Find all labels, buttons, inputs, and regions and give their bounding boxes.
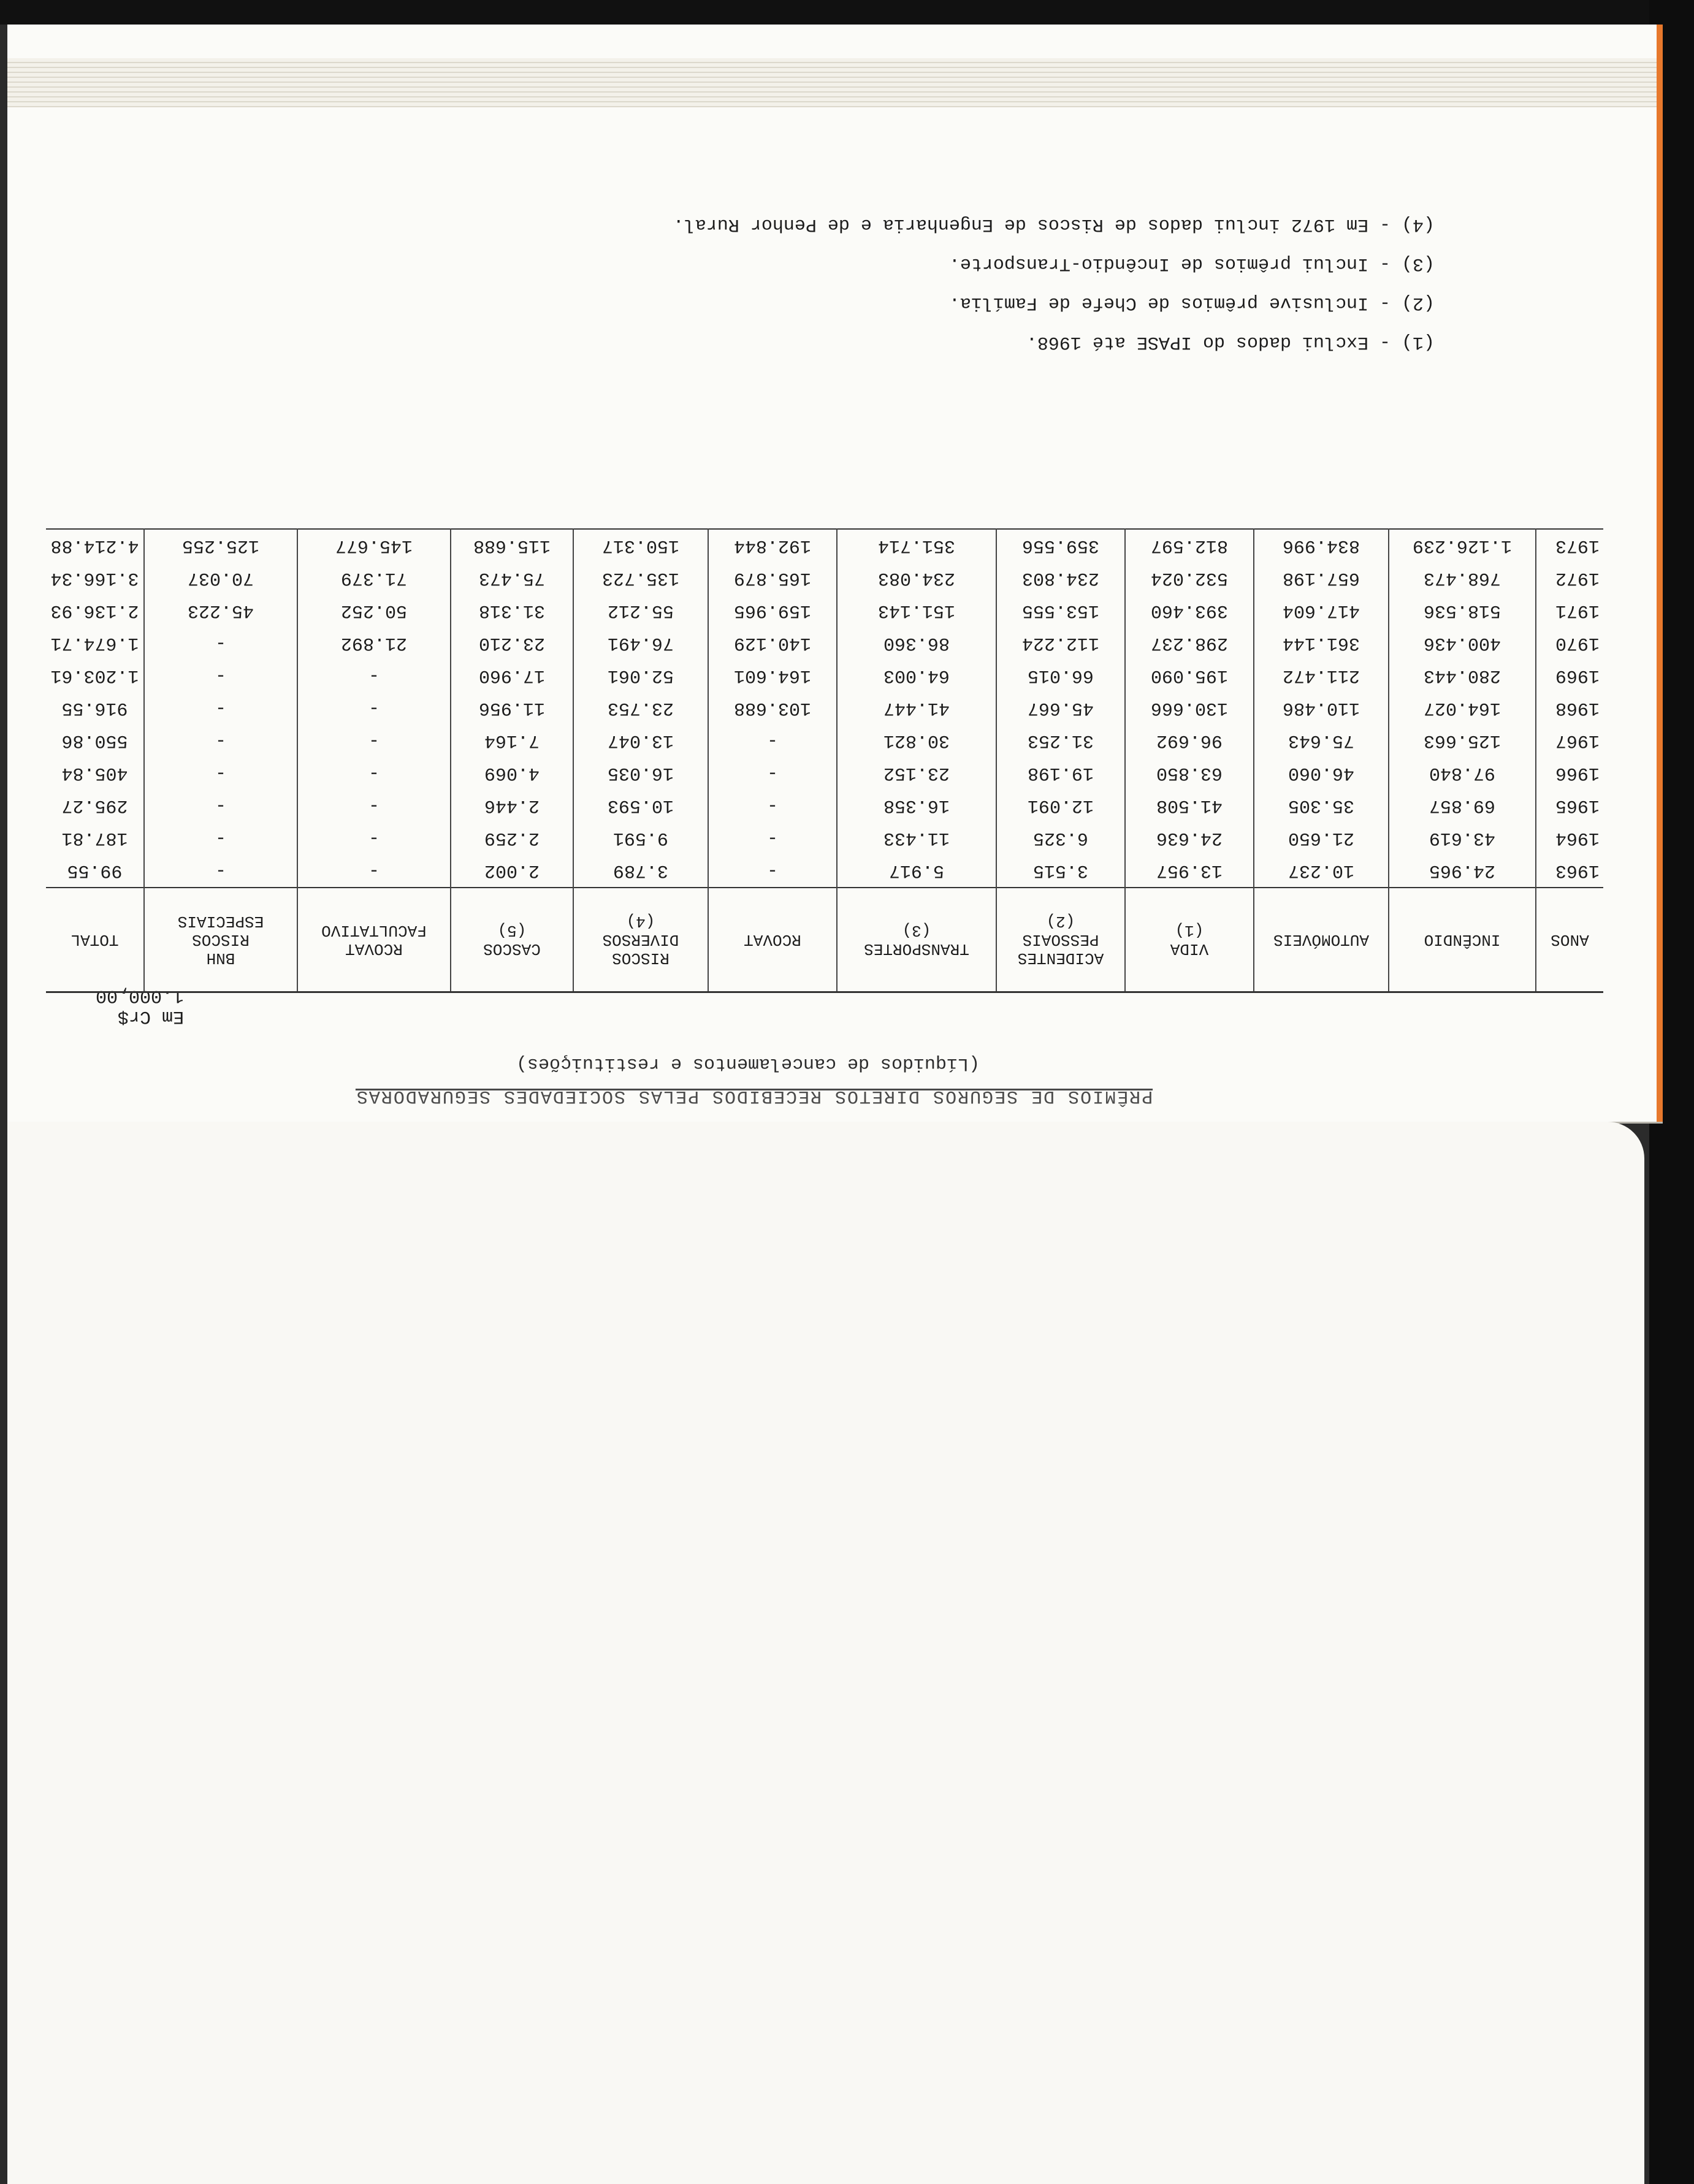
year-cell: 1973	[1555, 535, 1600, 557]
value-cell: 86.360	[837, 627, 996, 660]
value-cell: 19.198	[996, 757, 1125, 790]
value-cell: 75.473	[451, 562, 573, 595]
value-cell: 150.317	[573, 529, 708, 562]
value-cell: 550.86	[46, 725, 144, 757]
value-cell: 66.015	[996, 660, 1125, 692]
value-cell: 70.037	[144, 562, 297, 595]
value-cell: 17.960	[451, 660, 573, 692]
value-cell: 11.433	[837, 822, 996, 854]
footnote: (2) - Inclusive prêmios de Chefe de Família.	[948, 292, 1435, 313]
table-row	[46, 595, 1603, 627]
value-cell: 400.436	[1389, 627, 1536, 660]
value-cell: 64.003	[837, 660, 996, 692]
value-cell: 130.666	[1125, 692, 1254, 725]
value-cell: 125.255	[144, 529, 297, 562]
value-cell: 13.957	[1125, 854, 1254, 888]
year-cell: 1963	[1555, 860, 1600, 881]
value-cell: -	[144, 790, 297, 822]
value-cell: 50.252	[297, 595, 451, 627]
value-cell: -	[144, 757, 297, 790]
value-cell: 211.472	[1254, 660, 1389, 692]
column-header: ACIDENTES PESSOAIS (2)	[996, 888, 1125, 992]
value-cell: 393.460	[1125, 595, 1254, 627]
column-header: BNH RISCOS ESPECIAIS	[144, 888, 297, 992]
value-cell: 99.55	[46, 854, 144, 888]
value-cell: 21.650	[1254, 822, 1389, 854]
currency-unit: Em Cr$ 1.000,00	[95, 985, 184, 1027]
value-cell: 97.840	[1389, 757, 1536, 790]
rotated-document	[25, 184, 1606, 1106]
value-cell: 234.803	[996, 562, 1125, 595]
value-cell: 55.212	[573, 595, 708, 627]
value-cell: 16.358	[837, 790, 996, 822]
value-cell: 6.325	[996, 822, 1125, 854]
table-row	[46, 725, 1603, 757]
table-body	[46, 529, 1603, 888]
year-cell: 1966	[1555, 763, 1600, 784]
value-cell: 532.024	[1125, 562, 1254, 595]
value-cell: 135.723	[573, 562, 708, 595]
value-cell: 405.84	[46, 757, 144, 790]
value-cell: 103.688	[708, 692, 837, 725]
value-cell: 46.060	[1254, 757, 1389, 790]
value-cell: 3.166.34	[46, 562, 144, 595]
premiums-table	[46, 528, 1603, 993]
value-cell: 21.892	[297, 627, 451, 660]
value-cell: 2.002	[451, 854, 573, 888]
value-cell: 192.844	[708, 529, 837, 562]
value-cell: 2.446	[451, 790, 573, 822]
value-cell: 9.591	[573, 822, 708, 854]
value-cell: -	[708, 822, 837, 854]
value-cell: -	[144, 692, 297, 725]
value-cell: 812.597	[1125, 529, 1254, 562]
value-cell: 187.81	[46, 822, 144, 854]
year-cell: 1964	[1555, 828, 1600, 849]
value-cell: 417.604	[1254, 595, 1389, 627]
value-cell: 295.27	[46, 790, 144, 822]
value-cell: 164.027	[1389, 692, 1536, 725]
column-header: TOTAL	[46, 888, 144, 992]
value-cell: 916.55	[46, 692, 144, 725]
value-cell: 125.663	[1389, 725, 1536, 757]
value-cell: 2.259	[451, 822, 573, 854]
value-cell: 1.126.239	[1389, 529, 1536, 562]
value-cell: 234.083	[837, 562, 996, 595]
value-cell: 13.047	[573, 725, 708, 757]
value-cell: 23.753	[573, 692, 708, 725]
value-cell: 16.035	[573, 757, 708, 790]
document-subtitle: (Líquidos de cancelamentos e restituições)	[516, 1053, 980, 1074]
value-cell: 12.091	[996, 790, 1125, 822]
value-cell: 96.692	[1125, 725, 1254, 757]
year-cell: 1967	[1555, 730, 1600, 751]
value-cell: 110.486	[1254, 692, 1389, 725]
value-cell: 3.789	[573, 854, 708, 888]
value-cell: 834.996	[1254, 529, 1389, 562]
value-cell: 115.688	[451, 529, 573, 562]
value-cell: 351.714	[837, 529, 996, 562]
value-cell: 76.491	[573, 627, 708, 660]
column-header: VIDA (1)	[1125, 888, 1254, 992]
value-cell: -	[144, 660, 297, 692]
value-cell: 52.061	[573, 660, 708, 692]
value-cell: 2.136.93	[46, 595, 144, 627]
column-header: TRANSPORTES (3)	[837, 888, 996, 992]
column-header: RISCOS DIVERSOS (4)	[573, 888, 708, 992]
value-cell: 140.129	[708, 627, 837, 660]
year-cell: 1971	[1555, 600, 1600, 622]
year-cell: 1970	[1555, 633, 1600, 654]
page-stack-edges	[7, 58, 1657, 107]
value-cell: -	[144, 725, 297, 757]
table-row	[46, 854, 1603, 888]
value-cell: 159.965	[708, 595, 837, 627]
value-cell: 768.473	[1389, 562, 1536, 595]
value-cell: -	[144, 822, 297, 854]
value-cell: 359.556	[996, 529, 1125, 562]
year-cell: 1972	[1555, 568, 1600, 589]
value-cell: 3.515	[996, 854, 1125, 888]
column-header: ANOS	[1551, 930, 1589, 949]
value-cell: 45.667	[996, 692, 1125, 725]
value-cell: 164.601	[708, 660, 837, 692]
value-cell: 31.318	[451, 595, 573, 627]
value-cell: -	[297, 660, 451, 692]
year-cell: 1965	[1555, 795, 1600, 816]
value-cell: 63.850	[1125, 757, 1254, 790]
value-cell: 75.643	[1254, 725, 1389, 757]
table-row	[46, 790, 1603, 822]
table-row	[46, 660, 1603, 692]
value-cell: -	[297, 822, 451, 854]
value-cell: -	[297, 725, 451, 757]
table-row	[46, 529, 1603, 562]
value-cell: 23.210	[451, 627, 573, 660]
value-cell: -	[708, 757, 837, 790]
value-cell: 7.164	[451, 725, 573, 757]
value-cell: -	[708, 790, 837, 822]
value-cell: -	[708, 854, 837, 888]
value-cell: 45.223	[144, 595, 297, 627]
value-cell: 145.677	[297, 529, 451, 562]
value-cell: 10.237	[1254, 854, 1389, 888]
value-cell: 30.821	[837, 725, 996, 757]
value-cell: 298.237	[1125, 627, 1254, 660]
value-cell: 657.198	[1254, 562, 1389, 595]
value-cell: 1.203.61	[46, 660, 144, 692]
value-cell: 69.857	[1389, 790, 1536, 822]
value-cell: 280.443	[1389, 660, 1536, 692]
value-cell: -	[708, 725, 837, 757]
lower-blank-page	[7, 1122, 1644, 2184]
value-cell: 153.555	[996, 595, 1125, 627]
year-cell: 1969	[1555, 665, 1600, 687]
column-header: RCOVAT	[708, 888, 837, 992]
value-cell: 4.214.88	[46, 529, 144, 562]
table-row	[46, 822, 1603, 854]
document-title: PRÊMIOS DE SEGUROS DIRETOS RECEBIDOS PELAS SOCIEDADES SEGURADORAS	[355, 1086, 1153, 1106]
table-row	[46, 757, 1603, 790]
value-cell: 24.965	[1389, 854, 1536, 888]
value-cell: 35.305	[1254, 790, 1389, 822]
value-cell: -	[297, 692, 451, 725]
column-header: CASCOS (5)	[451, 888, 573, 992]
table-row	[46, 562, 1603, 595]
value-cell: 31.253	[996, 725, 1125, 757]
value-cell: 112.224	[996, 627, 1125, 660]
value-cell: 41.447	[837, 692, 996, 725]
value-cell: -	[297, 757, 451, 790]
value-cell: 151.143	[837, 595, 996, 627]
value-cell: 71.379	[297, 562, 451, 595]
value-cell: 4.069	[451, 757, 573, 790]
value-cell: -	[297, 790, 451, 822]
column-header: RCOVAT FACULTATIVO	[297, 888, 451, 992]
value-cell: -	[144, 627, 297, 660]
value-cell: -	[144, 854, 297, 888]
table-row	[46, 627, 1603, 660]
value-cell: 518.536	[1389, 595, 1536, 627]
footnote: (1) - Exclui dados do IPASE até 1968.	[1026, 332, 1435, 352]
value-cell: 41.508	[1125, 790, 1254, 822]
value-cell: 361.144	[1254, 627, 1389, 660]
value-cell: 43.619	[1389, 822, 1536, 854]
value-cell: 24.636	[1125, 822, 1254, 854]
value-cell: -	[297, 854, 451, 888]
table-row	[46, 692, 1603, 725]
value-cell: 23.152	[837, 757, 996, 790]
column-header: AUTOMÓVEIS	[1254, 888, 1389, 992]
scan-top-edge	[0, 0, 1694, 25]
value-cell: 5.917	[837, 854, 996, 888]
footnotes	[673, 205, 1435, 362]
value-cell: 195.090	[1125, 660, 1254, 692]
footnote: (3) - Inclui prêmios de Incêndio-Transporte.	[948, 253, 1435, 274]
table-header-row	[46, 888, 1603, 992]
column-header: INCÊNDIO	[1389, 888, 1536, 992]
value-cell: 165.879	[708, 562, 837, 595]
value-cell: 11.956	[451, 692, 573, 725]
value-cell: 1.674.71	[46, 627, 144, 660]
year-cell: 1968	[1555, 698, 1600, 719]
footnote: (4) - Em 1972 inclui dados de Riscos de Engenharia e de Penhor Rural.	[673, 214, 1435, 235]
value-cell: 10.593	[573, 790, 708, 822]
